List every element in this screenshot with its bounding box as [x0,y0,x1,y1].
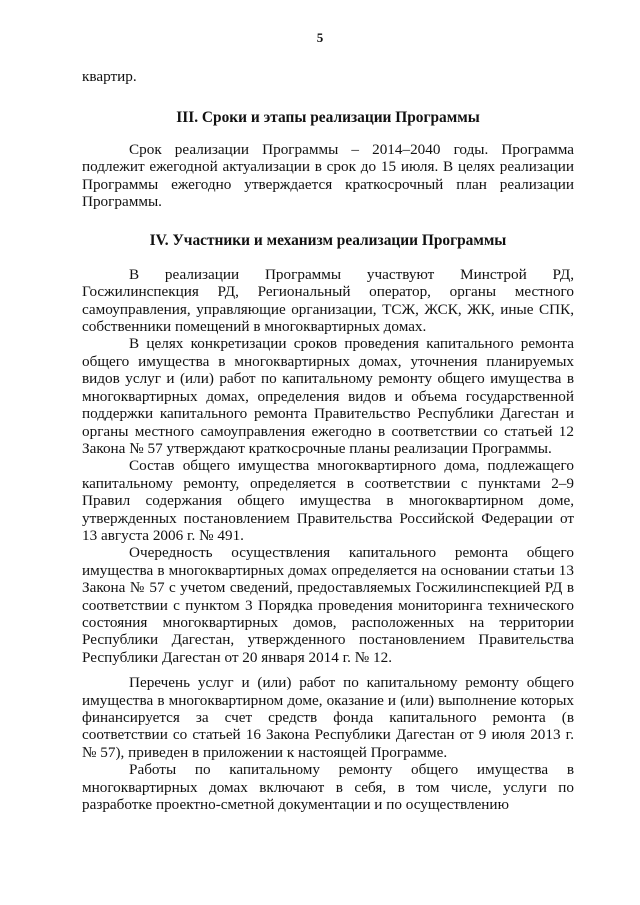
section-heading-participants: IV. Участники и механизм реализации Программы [149,232,507,250]
paragraph-continuation: квартир. [82,68,137,85]
page-number: 5 [316,30,324,45]
page-body [82,68,574,813]
paragraph-services-list: Перечень услуг и (или) работ по капитальному ремонту общего имущества в многоквартирном доме, оказание и (или) выполнение которых финансируется за счет средств фонда капитального ремонта (в соответствии со статьей 16 Закона Республики Дагестан от 9 июля 2013 г. № 57), приведен в приложении к настоящей Программе. [82,674,574,761]
paragraph-works-scope: Работы по капитальному ремонту общего имущества в многоквартирных домах включают в себя, в том числе, услуги по разработке проектно-сметной документации и по осуществлению [82,761,574,814]
paragraph-program-timeline: Срок реализации Программы – 2014–2040 годы. Программа подлежит ежегодной актуализации в срок до 15 июля. В целях реализации Программы ежегодно утверждается краткосрочный план реализации Программы. [82,140,574,211]
paragraph-participants: В реализации Программы участвуют Минстрой РД, Госжилинспекция РД, Региональный оператор, органы местного самоуправления, управляющие организации, ТСЖ, ЖСК, ЖК, иные СПК, собственники помещений в многоквартирных домах. [82,265,574,336]
paragraph-common-property: Состав общего имущества многоквартирного дома, подлежащего капитальному ремонту, определяется в соответствии с пунктами 2–9 Правил содержания общего имущества в многоквартирном доме, утвержденных постановлением Правительства Российской Федерации от 13 августа 2006 г. № 491. [82,457,574,544]
paragraph-repair-order: Очередность осуществления капитального ремонта общего имущества в многоквартирных домах определяется на основании статьи 13 Закона № 57 с учетом сведений, предоставляемых Госжилинспекцией РД в соответствии с пунктом 3 Порядка проведения мониторинга технического состояния многоквартирных домов, расположенных на территории Республики Дагестан, утвержденного постановлением Правительства Республики Дагестан от 20 января 2014 г. № 12. [82,544,574,666]
paragraph-short-term-plans: В целях конкретизации сроков проведения капитального ремонта общего имущества в многоквартирных домах, уточнения планируемых видов услуг и (или) работ по капитальному ремонту общего имущества в многоквартирных домах, определения видов и объема государственной поддержки капитального ремонта Правительство Республики Дагестан и органы местного самоуправления ежегодно в соответствии со статьей 12 Закона № 57 утверждают краткосрочные планы реализации Программы. [82,335,574,457]
section-heading-timeline: III. Сроки и этапы реализации Программы [176,109,480,127]
